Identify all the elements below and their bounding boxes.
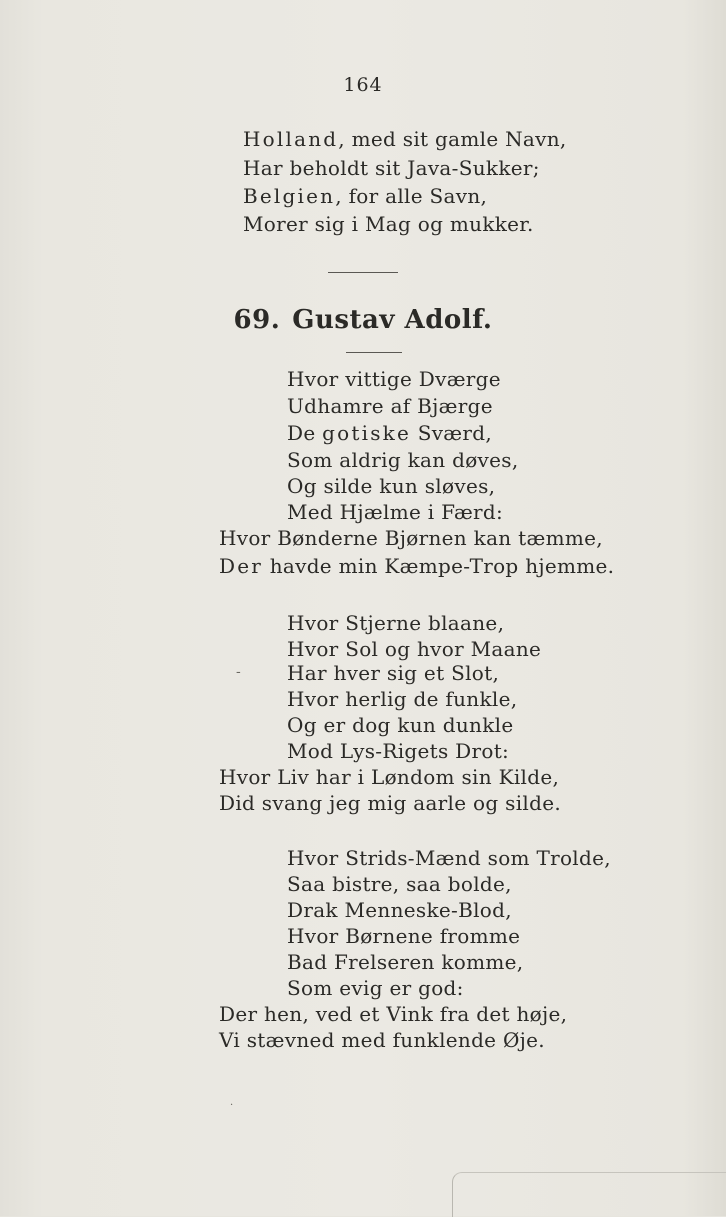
poem-line: Hvor Liv har i Løndom sin Kilde,: [219, 765, 560, 789]
poem-line: Hvor Stjerne blaane,: [287, 611, 505, 635]
line-rest: , for alle Savn,: [335, 184, 488, 208]
poem-line: Bad Frelseren komme,: [287, 950, 524, 974]
poem-line: Og er dog kun dunkle: [287, 713, 514, 737]
poem-line: Og silde kun sløves,: [287, 474, 496, 498]
poem-line: Hvor herlig de funkle,: [287, 687, 518, 711]
spaced-word: Holland: [243, 127, 339, 151]
poem-line: Udhamre af Bjærge: [287, 394, 493, 418]
poem-line: Der hen, ved et Vink fra det høje,: [219, 1002, 568, 1026]
title-underline: [346, 352, 402, 353]
poem-line: Har hver sig et Slot,: [287, 661, 500, 685]
poem-line: Som aldrig kan døves,: [287, 448, 519, 472]
poem-line: Drak Menneske-Blod,: [287, 898, 512, 922]
previous-stanza-line: Har beholdt sit Java-Sukker;: [243, 156, 540, 180]
poem-line: Hvor Strids-Mænd som Trolde,: [287, 846, 611, 870]
poem-line: [287, 420, 492, 446]
poem-line: Hvor Bønderne Bjørnen kan tæmme,: [219, 526, 603, 550]
poem-line: Hvor Børnene fromme: [287, 924, 521, 948]
poem-line: Hvor Sol og hvor Maane: [287, 637, 542, 661]
ink-speck: ·: [230, 1100, 234, 1111]
previous-stanza-line: Morer sig i Mag og mukker.: [243, 212, 534, 236]
poem-line: Vi stævned med funklende Øje.: [219, 1028, 545, 1052]
poem-number: 69.: [233, 305, 281, 335]
poem-line: Hvor vittige Dværge: [287, 367, 501, 391]
line-start: De: [287, 421, 323, 445]
section-divider: [328, 272, 398, 273]
poem-line: Did svang jeg mig aarle og silde.: [219, 791, 561, 815]
line-rest: havde min Kæmpe-Trop hjemme.: [263, 554, 615, 578]
spaced-word: Belgien: [243, 184, 336, 208]
spaced-word: gotiske: [322, 421, 412, 445]
page-edge-shadow: [452, 1172, 726, 1217]
poem-title-text: Gustav Adolf.: [292, 305, 493, 335]
page-number: 164: [343, 74, 383, 96]
poem-title: [0, 305, 726, 335]
spaced-word: Der: [219, 554, 264, 578]
ink-speck: -: [236, 664, 241, 680]
line-rest: Sværd,: [411, 421, 493, 445]
poem-line: Saa bistre, saa bolde,: [287, 872, 512, 896]
poem-line: Med Hjælme i Færd:: [287, 500, 504, 524]
line-rest: , med sit gamle Navn,: [338, 127, 567, 151]
poem-line: [219, 553, 614, 579]
poem-line: Som evig er god:: [287, 976, 464, 1000]
previous-stanza-line: [243, 126, 567, 152]
previous-stanza-line: [243, 183, 487, 209]
poem-line: Mod Lys-Rigets Drot:: [287, 739, 510, 763]
